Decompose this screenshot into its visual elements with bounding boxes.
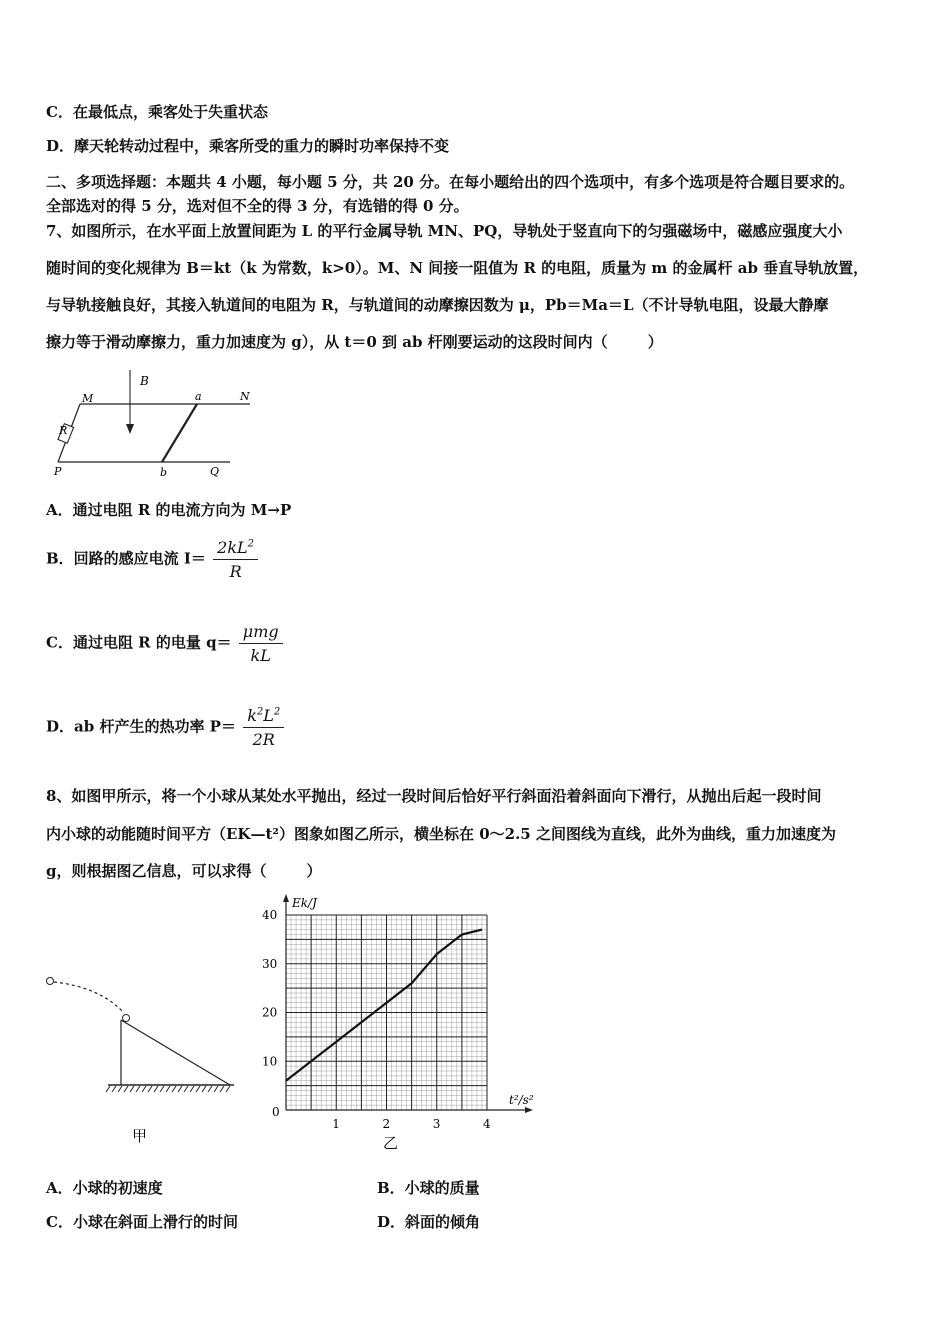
frac-c-den: kL [250,646,271,665]
label-q: Q [210,465,220,478]
caption-jia: 甲 [132,1127,148,1145]
q7-option-d [46,706,284,749]
frac-d-den: 2R [252,730,275,749]
section2-heading: 二、多项选择题：本题共 4 小题，每小题 5 分，共 20 分。在每小题给出的四个选项中，有多个选项是符合题目要求的。 [46,173,855,191]
q6-option-c: C．在最低点，乘客处于失重状态 [46,103,268,121]
figure-yi-chart [255,890,555,1158]
y-tick-label: 30 [262,956,278,971]
chart-x-label: t²/s² [509,1093,534,1107]
frac-b-num: 2kL [217,538,248,557]
q7-stem-line3: 与导轨接触良好，其接入轨道间的电阻为 R，与轨道间的动摩擦因数为 μ，Pb＝Ma＝L（不计导轨电阻，设最大静摩 [46,296,829,314]
label-b-point: b [160,466,168,479]
label-b: B [140,374,149,388]
y-tick-label: 40 [262,908,278,922]
frac-d-sup2: 2 [273,706,281,718]
label-a: a [195,390,202,403]
q7-stem-text: 擦力等于滑动摩擦力，重力加速度为 g），从 t＝0 到 ab 杆刚要运动的这段时间内（ [46,333,608,351]
y-tick-label: 20 [262,1005,278,1020]
chart-series-ek [286,930,482,1081]
q7-option-d-fraction [243,706,284,749]
q8-option-a: A．小球的初速度 [46,1179,163,1197]
incline-slope [121,1020,230,1085]
q7-stem-line2: 随时间的变化规律为 B＝kt（k 为常数，k>0）。M、N 间接一阻值为 R 的电阻，质量为 m 的金属杆 ab 垂直导轨放置， [46,259,869,277]
label-p: P [54,465,62,478]
q7-option-b-text: B．回路的感应电流 I＝ [46,549,206,568]
x-axis-arrow-icon [525,1107,533,1113]
q7-option-b [46,538,258,581]
x-tick-label: 4 [483,1117,491,1131]
trajectory-path [54,982,124,1013]
frac-c-num: μmg [239,622,283,644]
frac-d-l: L [263,706,274,725]
section2-scoring: 全部选对的得 5 分，选对但不全的得 3 分，有选错的得 0 分。 [46,197,469,215]
y-axis-arrow-icon [283,894,289,902]
q8-stem-close: ） [306,862,322,880]
q6-option-d: D．摩天轮转动过程中，乘客所受的重力的瞬时功率保持不变 [46,137,450,155]
q7-option-b-fraction [213,538,258,581]
q8-option-c: C．小球在斜面上滑行的时间 [46,1213,238,1231]
q7-rail-figure [50,362,270,484]
q8-stem-line1: 8、如图甲所示，将一个小球从某处水平抛出，经过一段时间后恰好平行斜面沿着斜面向下滑行，从抛出后起一段时间 [46,787,822,805]
ground-hatch [106,1086,230,1092]
metal-rod-ab [162,404,197,462]
q7-stem-close: ） [647,333,663,351]
frac-d-k: k [247,706,257,725]
chart-origin-label: 0 [272,1105,280,1119]
q7-option-c [46,622,283,665]
x-tick-label: 3 [432,1117,441,1131]
q7-stem-line4 [46,332,663,352]
q8-option-b: B．小球的质量 [377,1179,480,1197]
y-tick-label: 10 [262,1054,278,1069]
x-tick-label: 1 [332,1117,340,1131]
q7-option-d-text: D．ab 杆产生的热功率 P＝ [46,717,236,736]
arrow-head-icon [126,424,134,434]
q7-stem-line1: 7、如图所示，在水平面上放置间距为 L 的平行金属导轨 MN、PQ，导轨处于竖直向下的匀强磁场中，磁感应强度大小 [46,222,843,240]
frac-d-sup1: 2 [256,706,264,718]
frac-b-sup: 2 [247,538,255,550]
label-m: M [82,392,94,405]
x-tick-label: 2 [382,1117,391,1131]
q7-option-a: A．通过电阻 R 的电流方向为 M→P [46,501,292,519]
chart-y-label: Ek/J [292,896,317,910]
q7-option-c-text: C．通过电阻 R 的电量 q＝ [46,633,232,652]
q7-option-c-fraction [239,622,283,665]
label-n: N [240,390,250,403]
ball-start-icon [47,978,54,985]
frac-b-den: R [229,562,242,581]
q8-stem-line2: 内小球的动能随时间平方（EK—t²）图象如图乙所示，横坐标在 0～2.5 之间图线为直线，此外为曲线，重力加速度为 [46,825,836,843]
label-r: R [59,424,68,437]
caption-yi: 乙 [383,1134,399,1152]
q8-option-d: D．斜面的倾角 [377,1213,481,1231]
figure-jia [40,965,250,1155]
q8-stem-text: g，则根据图乙信息，可以求得（ [46,862,267,880]
q8-stem-line3 [46,861,322,881]
ball-on-slope-icon [123,1015,130,1022]
